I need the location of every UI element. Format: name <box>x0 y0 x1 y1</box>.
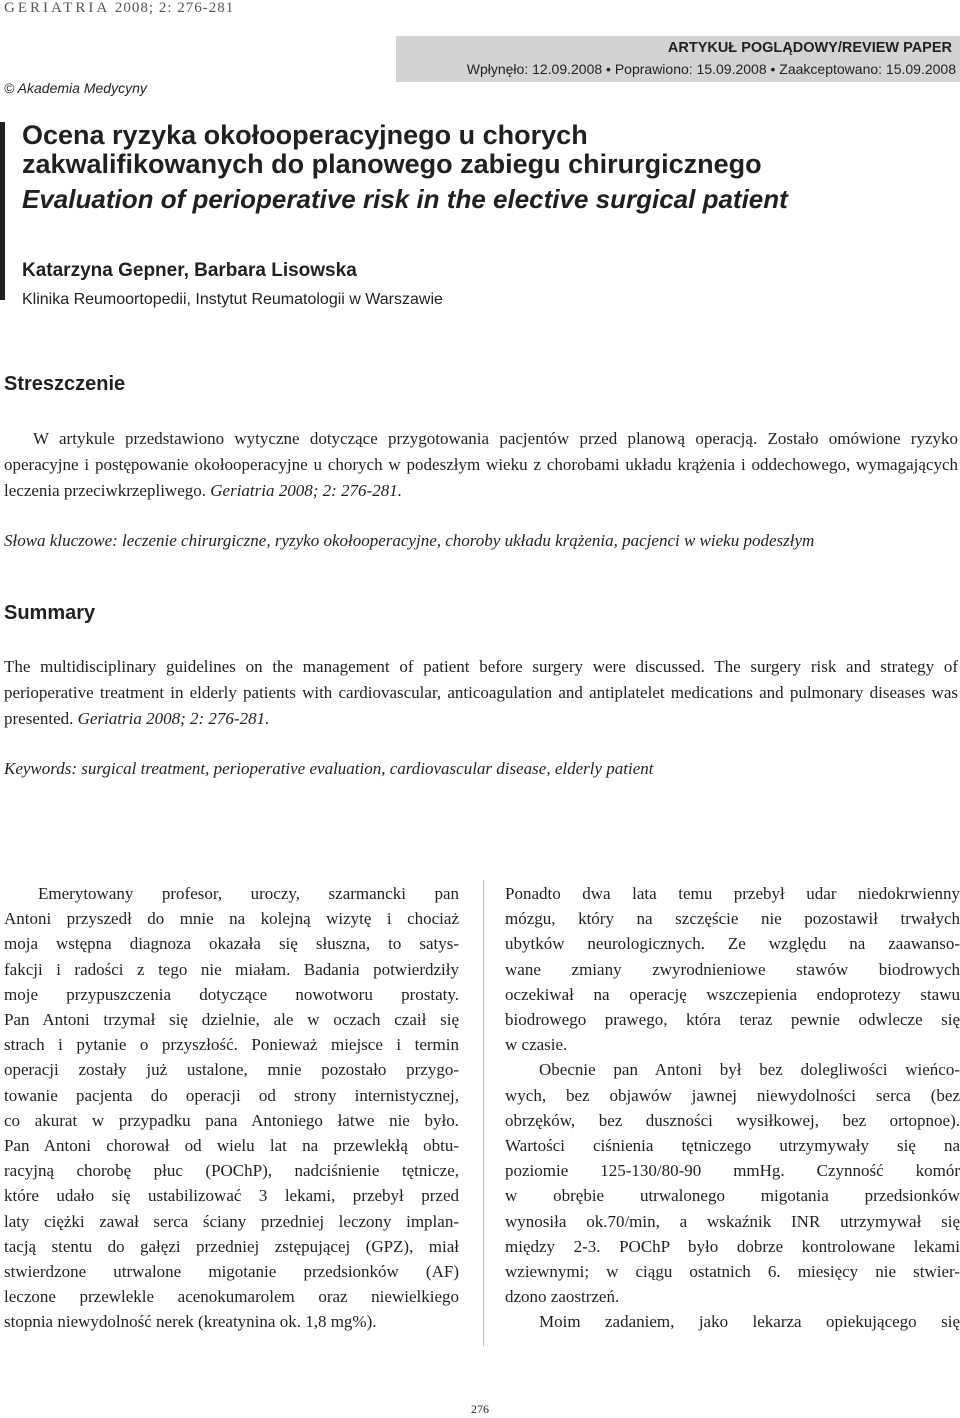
body-line: poziomie 125-130/80-90 mmHg. Czynność komór <box>505 1161 960 1181</box>
body-line: oczekiwał na operację wszczepienia endoprotezy stawu <box>505 984 960 1004</box>
title-polish <box>22 121 957 179</box>
keywords-pl <box>4 528 954 553</box>
keywords-list-en: surgical treatment, perioperative evaluation, cardiovascular disease, elderly patient <box>81 759 654 778</box>
abstract-body-pl: W artykule przedstawiono wytyczne dotyczące przygotowania pacjentów przed planową operacją. Zostało omówione ryzyko operacyjne i postępowanie okołooperacyjne u chorych w podeszłym wieku z chorobami układu krążenia i oddechowego, wymagających leczenia przeciwkrzepliwego. <box>4 429 958 500</box>
body-line: biodrowego prawego, która teraz pewnie odwlecze się <box>505 1010 960 1030</box>
body-line: laty ciężki zawał serca ściany przedniej leczony implan- <box>4 1211 459 1231</box>
body-line: towanie pacjenta do operacji od strony internistycznej, <box>4 1085 459 1105</box>
affiliation: Klinika Reumoortopedii, Instytut Reumatologii w Warszawie <box>22 291 443 308</box>
body-line: operacji zostały już ustalone, mnie pozostało przygo- <box>4 1060 459 1080</box>
title-polish-line-1: Ocena ryzyka okołooperacyjnego u chorych <box>22 120 588 150</box>
body-line: moja wstępna diagnoza okazała się słuszna, to satys- <box>4 934 459 954</box>
body-line: Antoni przyszedł do mnie na kolejną wizytę i chociaż <box>4 909 459 929</box>
body-line: które udało się ustabilizować 3 lekami, przebył przed <box>4 1186 459 1206</box>
body-line: obrzęków, bez duszności wysiłkowej, bez ortopnoe). <box>505 1110 960 1130</box>
journal-name: GERIATRIA <box>4 0 111 16</box>
body-line: w obrębie utrwalonego migotania przedsionków <box>505 1186 960 1206</box>
abstract-text-pl <box>4 426 958 504</box>
abstract-body-en: The multidisciplinary guidelines on the management of patient before surgery were discussed. The surgery risk and strategy of perioperative treatment in elderly patients with cardiovascular, anticoagulation and antiplatelet medications and pulmonary diseases was presented. <box>4 657 958 728</box>
keywords-label-pl: Słowa kluczowe: <box>4 531 118 550</box>
title-rule <box>0 122 5 300</box>
copyright-notice: © Akademia Medycyny <box>4 80 147 96</box>
article-type: ARTYKUŁ POGLĄDOWY/REVIEW PAPER <box>667 40 952 56</box>
abstract-heading-en: Summary <box>4 602 96 624</box>
body-line: wynosiła ok.70/min, a wskaźnik INR utrzymywał się <box>505 1211 960 1231</box>
body-line: co akurat w przypadku pana Antoniego łatwe nie było. <box>4 1110 459 1130</box>
body-line: dzono zaostrzeń. <box>505 1287 620 1307</box>
abstract-heading-pl: Streszczenie <box>4 373 126 395</box>
body-line: wziewnymi; w ciągu ostatnich 6. miesięcy nie stwier- <box>505 1262 960 1282</box>
body-line: fakcji i radości z tego nie miałam. Badania potwierdziły <box>4 959 459 979</box>
body-line: Ponadto dwa lata temu przebył udar niedokrwienny <box>505 884 960 903</box>
journal-citation: 2008; 2: 276-281 <box>114 0 235 16</box>
body-column-right <box>505 881 960 1335</box>
journal-header <box>4 0 234 17</box>
body-line: racyjną chorobę płuc (POChP), nadciśnienie tętnicze, <box>4 1161 459 1181</box>
body-line: stopnia niewydolność nerek (kreatynina ok. 1,8 mg%). <box>4 1312 377 1332</box>
body-line: wane zmiany zwyrodnieniowe stawów biodrowych <box>505 959 960 979</box>
body-line: stwierdzone utrwalone migotanie przedsionków (AF) <box>4 1262 459 1282</box>
abstract-citation-en: Geriatria 2008; 2: 276-281. <box>77 709 270 728</box>
body-line: Pan Antoni chorował od wielu lat na przewlekłą obtu- <box>4 1136 459 1156</box>
body-line: tacją stentu do gałęzi przedniej zstępującej (GPZ), miał <box>4 1236 459 1256</box>
body-line: Wartości ciśnienia tętniczego utrzymywały się na <box>505 1136 960 1156</box>
body-line: strach i pytanie o przyszłość. Ponieważ miejsce i termin <box>4 1035 459 1055</box>
abstract-citation-pl: Geriatria 2008; 2: 276-281. <box>210 481 402 500</box>
body-column-left <box>4 881 459 1335</box>
body-line: wych, bez objawów jawnej niewydolności serca (bez <box>505 1085 960 1105</box>
keywords-list-pl: leczenie chirurgiczne, ryzyko okołooperacyjne, choroby układu krążenia, pacjenci w wieku podeszłym <box>122 531 815 550</box>
body-line: leczone przewlekle acenokumarolem oraz niewielkiego <box>4 1287 459 1307</box>
body-line: Emerytowany profesor, uroczy, szarmancki pan <box>38 884 459 903</box>
body-line: Moim zadaniem, jako lekarza opiekującego się <box>539 1312 960 1332</box>
title-polish-line-2: zakwalifikowanych do planowego zabiegu chirurgicznego <box>22 149 762 179</box>
article-dates: Wpłynęło: 12.09.2008 • Poprawiono: 15.09.2008 • Zaakceptowano: 15.09.2008 <box>466 61 956 77</box>
body-line: moje przypuszczenia dotyczące nowotworu prostaty. <box>4 984 459 1004</box>
column-divider <box>483 880 484 1346</box>
body-line: w czasie. <box>505 1035 568 1055</box>
body-line: mózgu, który na szczęście nie pozostawił trwałych <box>505 909 960 929</box>
abstract-text-en <box>4 654 958 732</box>
authors: Katarzyna Gepner, Barbara Lisowska <box>22 260 357 281</box>
body-line: Obecnie pan Antoni był bez dolegliwości wieńco- <box>539 1060 960 1080</box>
body-line: między 2-3. POChP było dobrze kontrolowane lekami <box>505 1236 960 1256</box>
body-line: ubytków neurologicznych. Ze względu na zaawanso- <box>505 934 960 954</box>
keywords-label-en: Keywords: <box>4 759 78 778</box>
body-line: Pan Antoni trzymał się dzielnie, ale w oczach czaił się <box>4 1010 459 1030</box>
title-english: Evaluation of perioperative risk in the elective surgical patient <box>22 184 788 214</box>
page-number: 276 <box>471 1402 489 1416</box>
article-info-bar <box>396 36 960 82</box>
keywords-en <box>4 756 954 781</box>
